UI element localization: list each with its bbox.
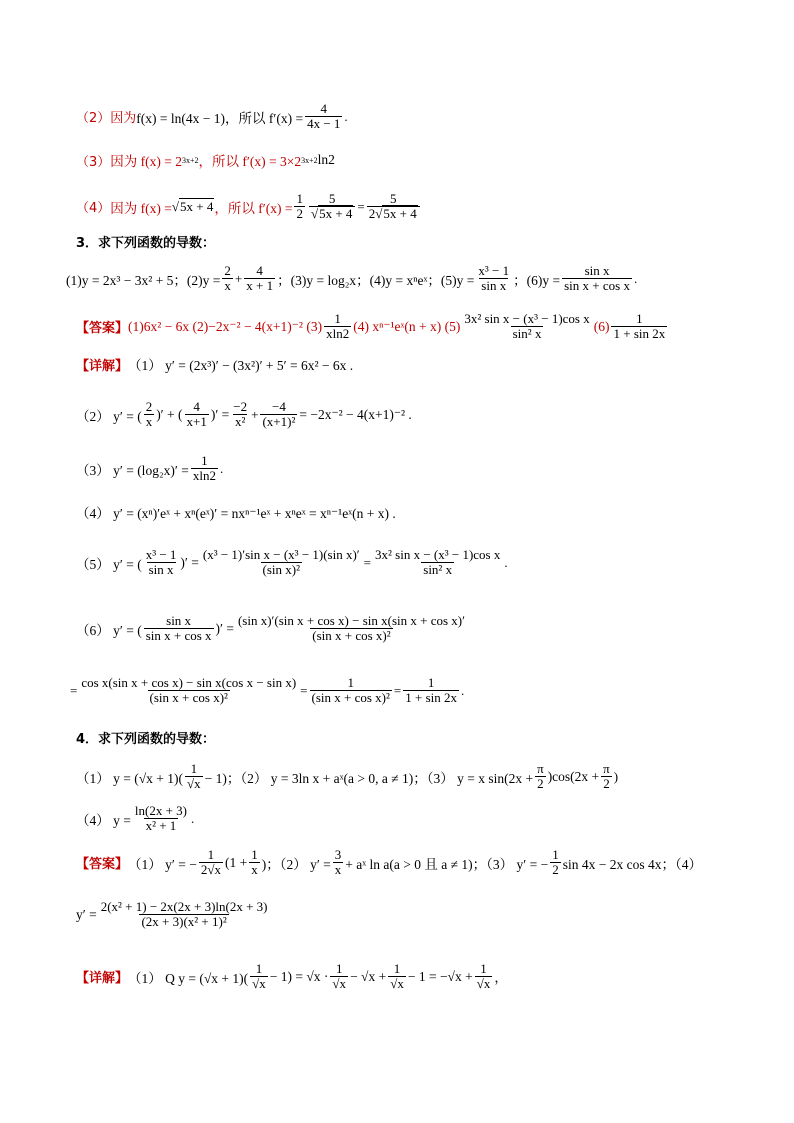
fraction: $\frac{-2}{\text{x²}}$ (233, 399, 248, 429)
question-3-title: 3．求下列函数的导数： (76, 236, 216, 251)
answer-4: 【答案】 （1） y′ = − $\frac{1}{2√x}$ (1 + $\frac{1}{x}$ )；（2） y′ = $\frac{3}{x}$ + aˣ ln a(a > 0 且 a ≠ 1)；（3） y′ = − $\frac{1}{2}$ sin 4x − 2x cos 4x；（4） (76, 847, 702, 877)
answer-3 (76, 312, 669, 341)
line-3-exp (76, 150, 335, 170)
detail-3-5: （5） y′ = ( $\frac{\text{x³ − 1}}{\text{sin x}}$ )′ = $\frac{\text{(x³ − 1)′sin x − (x³ − 1)(sin x)′}}{\text{(sin x)²}}$ = $\frac{\text{3x² sin x − (x³ − 1)cos x}}{\text{sin² x}}$ . (76, 547, 508, 577)
formula-b: ，所以 f′(x) = 3×2 (198, 154, 302, 169)
line-4-sqrt (76, 192, 422, 221)
fraction: $\frac{1}{\text{(sin x + cos x)²}}$ (311, 675, 390, 705)
equals: = (357, 198, 365, 214)
fraction: $\frac{\ln(2x + 3)}{\text{x² + 1}}$ (134, 803, 187, 833)
fraction: $\frac{4}{x+1}$ (186, 399, 207, 429)
exponent: 3x+2 (182, 155, 199, 165)
fraction: $\frac{\text{x³ − 1}}{\text{sin x}}$ (478, 263, 510, 293)
formula-c: ln2 (317, 152, 335, 167)
fraction: $\frac{1}{2√x}$ (200, 847, 221, 877)
detail-text: （1） y′ = (2x³)′ − (3x²)′ + 5′ = 6x² − 6x . (128, 358, 354, 373)
exponent: 3x+2 (301, 155, 318, 165)
detail-3-7: = $\frac{\text{cos x(sin x + cos x) − sin x(cos x − sin x)}}{\text{(sin x + cos x)²}}$ = $\frac{1}{\text{(sin x + cos x)²}}$ = $\frac{1}{1 + \sin 2x}$ . (70, 675, 465, 705)
fraction: $\frac{\pi}{2}$ (537, 761, 544, 791)
fraction: $\frac{\text{x³ − 1}}{\text{sin x}}$ (145, 547, 177, 577)
fraction: $\frac{1}{1 + \sin 2x}$ (613, 311, 666, 341)
fraction: $\frac{1}{√x}$ (390, 961, 404, 991)
answer-4-line-2: y′ = $\frac{\text{2(x² + 1) − 2x(2x + 3)ln(2x + 3)}}{\text{(2x + 3)(x² + 1)²}}$ (76, 899, 268, 929)
formula-b: ，所以 f′(x) = (214, 200, 293, 216)
fraction: $\frac{1}{1 + \sin 2x}$ (405, 675, 457, 705)
question-3-items: (1)y = 2x³ − 3x² + 5；(2)y = $\frac{2}{x}$ + $\frac{4}{x + 1}$ ；(3)y = log₂x；(4)y = xⁿeˣ；(5)y = $\frac{\text{x³ − 1}}{\text{sin x}}$ ；(6)y = $\frac{\text{sin x}}{\text{sin x + cos x}}$ . (66, 263, 638, 293)
fraction: $\frac{5}{2√5x + 4}$ (367, 192, 420, 221)
detail-tag: 【详解】 (76, 358, 129, 374)
fraction: $\frac{1}{2}$ (552, 847, 559, 877)
detail-3-4: （4） y′ = (xⁿ)′eˣ + xⁿ(eˣ)′ = nxⁿ⁻¹eˣ + xⁿeˣ = xⁿ⁻¹eˣ(n + x) . (76, 506, 396, 521)
items-c: ；(6)y = (513, 272, 561, 288)
fraction: $\frac{\text{(sin x)′(sin x + cos x) − sin x(sin x + cos x)′}}{\text{(sin x + cos x)²}}$ (237, 613, 465, 643)
fraction: $\frac{4}{4x - 1}$ (307, 101, 341, 131)
fraction: $\frac{1}{√x}$ (252, 961, 266, 991)
answer-tag: 【答案】 (76, 857, 129, 872)
period: . (633, 270, 638, 286)
formula-a: 因为 f(x) = (110, 200, 172, 216)
detail-4-1: 【详解】 （1） Q y = (√x + 1)( $\frac{1}{√x}$ − 1) = √x · $\frac{1}{√x}$ − √x + $\frac{1}{√x}$ − 1 = −√x + $\frac{1}{√x}$ ， (76, 961, 508, 991)
fraction: $\frac{1}{√x}$ (187, 761, 201, 791)
fraction: $\frac{3}{x}$ (334, 847, 342, 877)
fraction: $\frac{\text{sin x}}{\text{sin x + cos x}}$ (564, 263, 630, 293)
items-a: (1)y = 2x³ − 3x² + 5；(2)y = (66, 272, 221, 288)
fraction: $\frac{\text{cos x(sin x + cos x) − sin x(cos x − sin x)}}{\text{(sin x + cos x)²}}$ (81, 675, 297, 705)
answer-part: (6) (593, 318, 610, 334)
answer-tag: 【答案】 (76, 321, 129, 336)
fraction: $\frac{\text{sin x}}{\text{sin x + cos x}}$ (145, 613, 212, 643)
fraction: $\frac{\text{(x³ − 1)′sin x − (x³ − 1)(sin x)′}}{\text{(sin x)²}}$ (202, 547, 360, 577)
fraction: $\frac{5}{√5x + 4}$ (309, 192, 355, 221)
question-4-title: 4．求下列函数的导数： (76, 732, 216, 747)
item-label: （2） (76, 111, 111, 126)
fraction: $\frac{1}{xln2}$ (192, 453, 216, 483)
period: . (344, 108, 348, 124)
question-4-line-2: （4） y = $\frac{\ln(2x + 3)}{\text{x² + 1}}$ . (76, 803, 195, 833)
fraction: $\frac{\pi}{2}$ (603, 761, 610, 791)
item-label: （3） (76, 154, 111, 170)
fraction: $\frac{1}{xln2}$ (326, 311, 350, 341)
line-2-ln (76, 102, 348, 131)
fraction: $\frac{1}{√x}$ (476, 961, 491, 991)
radical: √5x + 4 (171, 198, 214, 214)
fraction: $\frac{1}{x}$ (251, 847, 258, 877)
question-4-line-1: （1） y = (√x + 1)( $\frac{1}{√x}$ − 1)；（2） y = 3ln x + aˣ(a > 0, a ≠ 1)；（3） y = x sin(2x + $\frac{\pi}{2}$ )cos(2x + $\frac{\pi}{2}$ ) (76, 761, 619, 791)
fraction: $\frac{\text{2(x² + 1) − 2x(2x + 3)ln(2x + 3)}}{\text{(2x + 3)(x² + 1)²}}$ (100, 899, 268, 929)
fraction: $\frac{1}{2}$ (296, 191, 303, 221)
fraction: $\frac{-4}{\text{(x+1)²}}$ (262, 399, 296, 429)
detail-tag: 【详解】 (76, 971, 129, 986)
fraction: $\frac{\text{3x² sin x − (x³ − 1)cos x}}{\text{sin² x}}$ (464, 311, 590, 341)
because-text: 因为 (110, 111, 137, 126)
detail-3-1 (76, 354, 353, 374)
formula: f(x) = ln(4x − 1)，所以 f′(x) = (136, 110, 304, 126)
detail-3-2: （2） y′ = ( $\frac{2}{x}$ )′ + ( $\frac{4}{x+1}$ )′ = $\frac{-2}{\text{x²}}$ + $\frac{-4}{\text{(x+1)²}}$ = −2x⁻² − 4(x+1)⁻² . (76, 399, 412, 429)
items-b: ；(3)y = log₂x；(4)y = xⁿeˣ；(5)y = (277, 272, 475, 288)
fraction: $\frac{2}{x}$ (145, 399, 153, 429)
fraction: $\frac{1}{√x}$ (332, 961, 347, 991)
detail-3-6: （6） y′ = ( $\frac{\text{sin x}}{\text{sin x + cos x}}$ )′ = $\frac{\text{(sin x)′(sin x + cos x) − sin x(sin x + cos x)′}}{\text{(sin x + cos x)²}}$ (76, 613, 465, 643)
answer-part: (1)6x² − 6x (2)−2x⁻² − 4(x+1)⁻² (3) (128, 318, 323, 334)
fraction: $\frac{2}{x}$ (224, 263, 231, 293)
fraction: $\frac{4}{x + 1}$ (246, 263, 274, 293)
detail-3-3: （3） y′ = (log₂x)′ = $\frac{1}{xln2}$ . (76, 453, 224, 483)
fraction: $\frac{\text{3x² sin x − (x³ − 1)cos x}}{\text{sin² x}}$ (375, 547, 501, 577)
answer-part: (4) xⁿ⁻¹eˣ(n + x) (5) (353, 318, 461, 334)
formula-a: 因为 f(x) = 2 (110, 154, 183, 169)
item-label: （4） (76, 201, 111, 216)
